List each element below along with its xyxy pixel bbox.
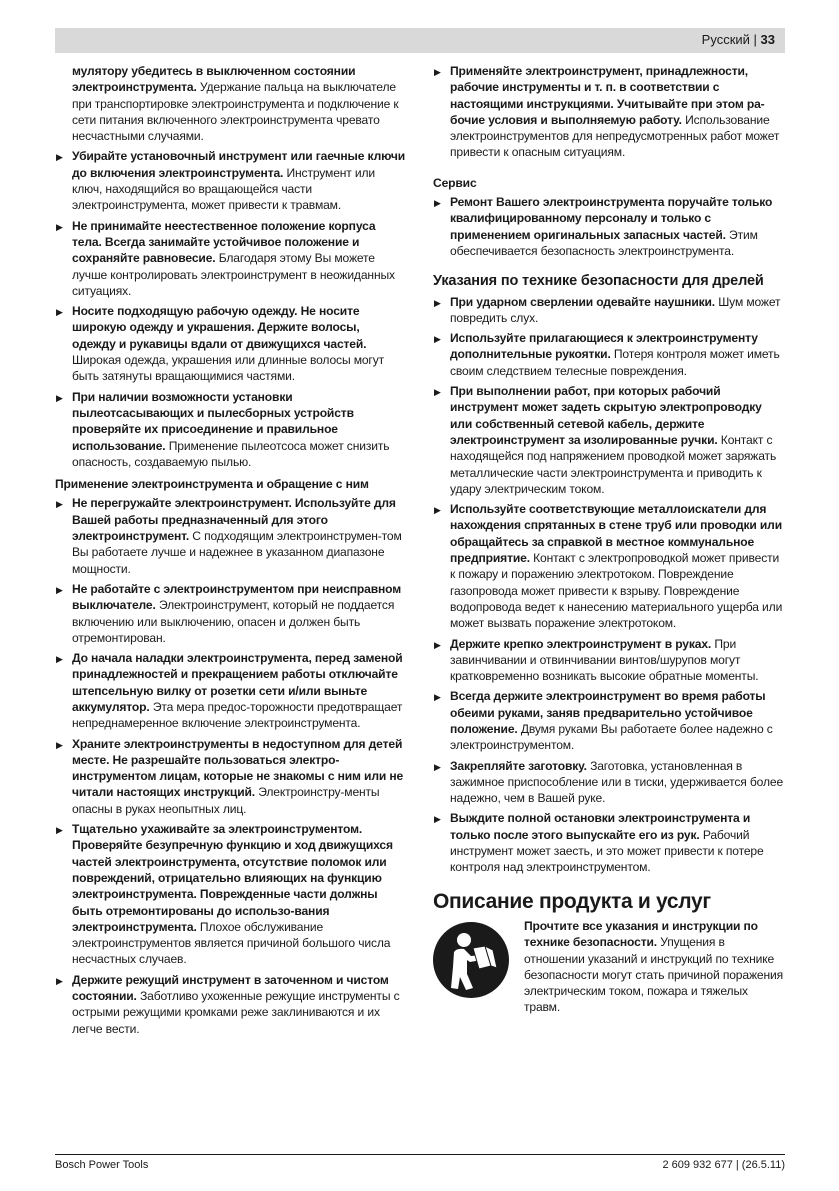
item-text: Применение пылеотсоса может снизить опасность, создаваемую пылью. — [72, 438, 390, 469]
list-item — [55, 581, 405, 646]
item-text: Использование электроинструментов для непредусмотренных работ может привести к опасным ситуациям. — [450, 112, 780, 160]
subheading-tool-use: Применение электроинструмента и обращение с ним — [55, 477, 369, 492]
product-warning-bold: Прочтите все указания и инструкции по технике безопасности. — [524, 918, 758, 950]
section-heading-product: Описание продукта и услуг — [433, 889, 711, 913]
right-list-3 — [433, 294, 785, 876]
item-bold: Носите подходящую рабочую одежду. Не носите широкую одежду и украшения. Держите волосы, одежду и рукавицы вдали от движущихся частей. — [72, 304, 367, 351]
subheading-service: Сервис — [433, 175, 477, 190]
item-text: Заботливо ухоженные режущие инструменты с острыми режущими кромками реже заклиниваются и их легче вести. — [72, 989, 400, 1036]
right-list-1 — [433, 63, 785, 161]
item-text: Контакт с находящейся под напряжением проводкой может заряжать металлические части электроинструмента и приводить к удару электрическим током. — [450, 432, 777, 496]
item-bold: До начала наладки электроинструмента, перед заменой принадлежностей и прекращением работы отключайте штепсельную вилку от розетки сети и/или выньте аккумулятор. — [72, 651, 403, 714]
item-text: Рабочий инструмент может заесть, и это может привести к потере контроля над электроинструментом. — [450, 827, 764, 875]
item-text: Потеря контроля может иметь своим следствием телесные повреждения. — [450, 347, 780, 378]
warning-bold: мулятору убедитесь в выключенном состоянии электроинструмента. — [72, 64, 356, 95]
item-bold: Выждите полной остановки электроинструмента и только после этого выпускайте его из рук. — [450, 811, 751, 842]
list-item — [433, 194, 785, 259]
item-text: Этим обеспечивается безопасность электроинструмента. — [450, 227, 758, 258]
item-bold: Не работайте с электроинструментом при неисправном выключателе. — [72, 581, 402, 613]
item-text: Благодаря этому Вы можете лучше контролировать электроинструмент в неожиданных ситуациях. — [72, 251, 395, 298]
product-warning-text: Упущения в отношении указаний и инструкций по технике безопасности могут стать причиной поражения электрическим током, пожара и тяжелых травм. — [524, 935, 784, 1015]
list-item — [433, 501, 785, 631]
header-language: Русский — [701, 32, 750, 47]
list-item — [55, 650, 405, 731]
item-text: Широкая одежда, украшения или длинные волосы могут быть затянуты вращающимися частями. — [72, 353, 384, 384]
list-item — [433, 810, 785, 875]
list-item — [55, 63, 405, 144]
list-item — [433, 636, 785, 685]
item-text: Электроинстру-менты опасны в руках неопытных лиц. — [72, 785, 380, 816]
item-bold: Держите режущий инструмент в заточенном и чистом состоянии. — [72, 972, 389, 1004]
item-bold: Храните электроинструменты в недоступном для детей месте. Не разрешайте пользоваться электро-инструментом лицам, которые не знакомы с ним или не читали настоящих инструкций. — [72, 736, 404, 800]
item-text: Инструмент или ключ, находящийся во вращающейся части электроинструмента, может привести к травмам. — [72, 165, 376, 213]
item-text: При завинчивании и отвинчивании винтов/шурупов могут кратковременно возникать высокие обратные моменты. — [450, 636, 759, 684]
section-heading-drills: Указания по технике безопасности для дрелей — [433, 273, 764, 290]
item-text: Контакт с электропроводкой может привести к пожару и поражению электротоком. Повреждение газопровода может привести к взрыву. Повреждение водопровода ведет к нанесению материального ущерба или может вызвать поражение электротоком. — [450, 551, 783, 631]
list-item — [55, 495, 405, 576]
list-item — [55, 736, 405, 817]
item-text: Шум может повредить слух. — [450, 294, 781, 325]
list-item — [55, 972, 405, 1037]
item-bold: Убирайте установочный инструмент или гаечные ключи до включения электроинструмента. — [72, 149, 405, 180]
item-bold: Используйте соответствующие металлоискатели для нахождения спрятанных в стене труб или проводки или обращайтесь за справкой в местное коммунальное предприятие. — [450, 502, 782, 566]
read-manual-icon — [433, 922, 509, 998]
item-bold: Ремонт Вашего электроинструмента поручайте только квалифицированному персоналу и только с применением оригинальных запасных частей. — [450, 195, 773, 242]
item-text: С подходящим электроинструмен-том Вы работаете лучше и надежнее в указанном диапазоне мощности. — [72, 529, 402, 576]
page-number: 33 — [760, 32, 775, 47]
item-bold: При ударном сверлении одевайте наушники. — [450, 294, 716, 309]
left-list-2 — [55, 495, 405, 1037]
item-text: Двумя руками Вы работаете более надежно с электроинструментом. — [450, 721, 773, 753]
item-bold: Тщательно ухаживайте за электроинструментом. Проверяйте безупречную функцию и ход движущихся частей электроинструмента, отсутствие поломок или повреждений, отрицательно влияющих на функцию электроинструмента. Поврежденные части должны быть отремонтированы до использо-вания электроинструмента. — [72, 822, 393, 934]
item-text: Плохое обслуживание электроинструментов является причиной большого числа несчастных случаев. — [72, 919, 391, 967]
header-bar — [55, 28, 785, 53]
item-text: Эта мера предос-торожности предотвращает непреднамеренное включение электроинструмента. — [72, 699, 403, 731]
item-text: Заготовка, установленная в зажимное приспособление или в тиски, удерживается более надежно, чем в Вашей руке. — [450, 758, 784, 806]
list-item — [433, 758, 785, 807]
left-column — [55, 63, 405, 1041]
item-text: Электроинструмент, который не поддается включению или выключению, опасен и должен быть отремонтирован. — [72, 598, 395, 645]
list-item — [433, 383, 785, 497]
item-bold: Держите крепко электроинструмент в руках. — [450, 636, 712, 651]
list-item — [55, 389, 405, 470]
warning-text: Удержание пальца на выключателе при транспортировке электроинструмента и подключение к сети питания включенного электроинструмента чревато несчастными случаями. — [72, 80, 399, 144]
list-item — [433, 63, 785, 161]
list-item — [55, 821, 405, 968]
list-item — [55, 303, 405, 384]
footer-brand: Bosch Power Tools — [55, 1159, 149, 1171]
list-item — [55, 218, 405, 299]
page-header: Русский | 33 — [701, 32, 775, 47]
list-item — [433, 330, 785, 379]
right-column — [433, 63, 785, 1018]
item-bold: Используйте прилагающиеся к электроинструменту дополнительные рукоятки. — [450, 331, 758, 362]
item-bold: При выполнении работ, при которых рабочий инструмент может задеть скрытую электропроводку или собственный сетевой кабель, держите электроинструмент за изолированные ручки. — [450, 384, 762, 447]
list-item — [433, 688, 785, 753]
footer-doc-number: 2 609 932 677 | (26.5.11) — [662, 1159, 785, 1171]
list-item — [433, 294, 785, 327]
item-bold: Применяйте электроинструмент, принадлежности, рабочие инструменты и т. п. в соответствии с настоящими инструкциями. Учитывайте при этом ра-бочие условия и выполняемую работу. — [450, 64, 765, 127]
footer-divider — [55, 1154, 785, 1155]
item-bold: Закрепляйте заготовку. — [450, 758, 587, 773]
item-bold: Всегда держите электроинструмент во время работы обеими руками, заняв предварительно устойчивое положение. — [450, 689, 766, 736]
item-bold: Не принимайте неестественное положение корпуса тела. Всегда занимайте устойчивое положение и сохраняйте равновесие. — [72, 218, 376, 266]
item-bold: При наличии возможности установки пылеотсасывающих и пылесборных устройств проверяйте их присоединение и правильное использование. — [72, 389, 354, 453]
product-description — [433, 918, 785, 1018]
list-item — [55, 148, 405, 213]
right-list-2 — [433, 194, 785, 259]
item-bold: Не перегружайте электроинструмент. Используйте для Вашей работы предназначенный для этого электроинструмент. — [72, 496, 396, 544]
left-list-1 — [55, 148, 405, 470]
